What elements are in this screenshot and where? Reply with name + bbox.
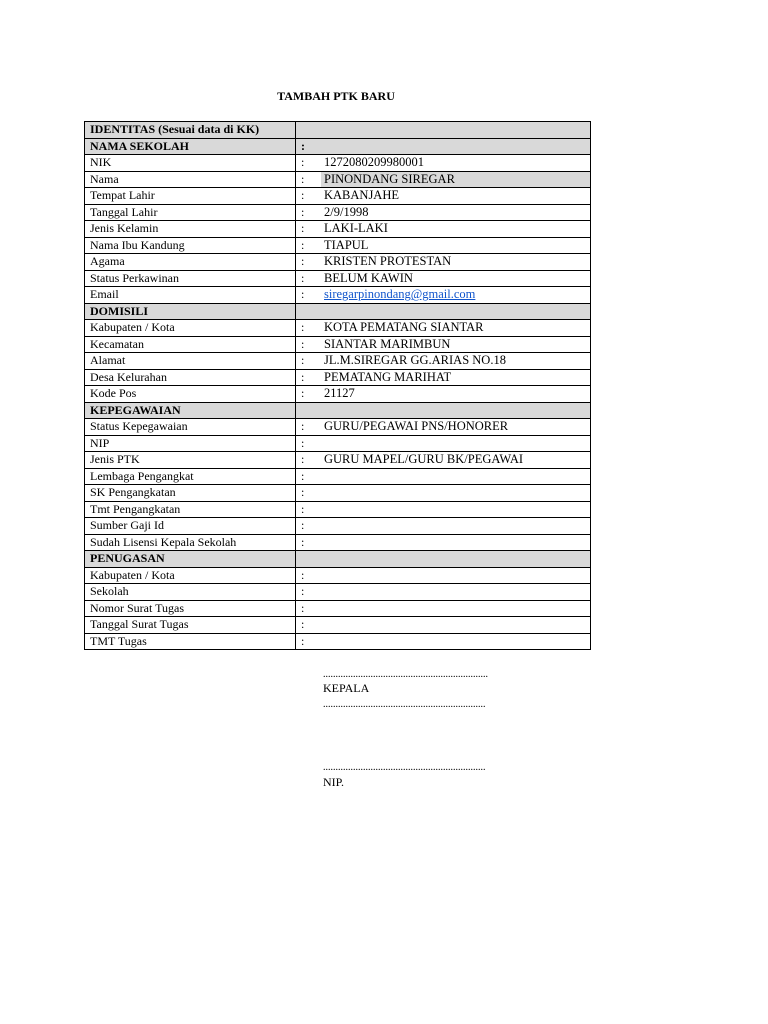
colon-separator: :: [301, 171, 305, 186]
field-value-cell: [296, 386, 591, 403]
colon-separator: :: [301, 600, 305, 615]
field-value: JL.M.SIREGAR GG.ARIAS NO.18: [324, 353, 506, 368]
table-row: [85, 221, 591, 238]
field-value-cell: [296, 419, 591, 436]
table-row: [85, 501, 591, 518]
field-value: BELUM KAWIN: [324, 270, 413, 285]
table-row: [85, 369, 591, 386]
field-value-cell: [296, 188, 591, 205]
field-value: 1272080209980001: [324, 155, 424, 170]
section-header-row: [85, 402, 591, 419]
field-value-cell: [296, 435, 591, 452]
field-value-cell: [296, 468, 591, 485]
field-value: KRISTEN PROTESTAN: [324, 254, 452, 269]
table-row: [85, 204, 591, 221]
field-label: TMT Tugas: [85, 633, 296, 650]
field-label: NIP: [85, 435, 296, 452]
colon-separator: :: [301, 188, 305, 203]
signature-date-line: ..................................................................: [323, 669, 488, 680]
field-value-cell: [296, 138, 591, 155]
table-row: [85, 617, 591, 634]
colon-separator: :: [301, 386, 305, 401]
table-row: [85, 287, 591, 304]
table-row: [85, 320, 591, 337]
field-label: PENUGASAN: [85, 551, 296, 568]
field-value-cell: [296, 171, 591, 188]
field-label: Tempat Lahir: [85, 188, 296, 205]
field-value-cell: [296, 452, 591, 469]
field-label: Kode Pos: [85, 386, 296, 403]
field-label: Tmt Pengangkatan: [85, 501, 296, 518]
colon-separator: :: [301, 204, 305, 219]
section-header-row: [85, 138, 591, 155]
colon-separator: :: [301, 138, 305, 153]
section-header-row: [85, 122, 591, 139]
colon-separator: :: [301, 336, 305, 351]
email-link[interactable]: siregarpinondang@gmail.com: [324, 287, 476, 302]
signature-school-line: .................................................................: [323, 699, 486, 710]
field-value-cell: [296, 600, 591, 617]
table-row: [85, 237, 591, 254]
field-value-cell: [296, 204, 591, 221]
field-label: DOMISILI: [85, 303, 296, 320]
field-value: KABANJAHE: [324, 188, 399, 203]
colon-separator: :: [301, 452, 305, 467]
field-label: Desa Kelurahan: [85, 369, 296, 386]
colon-separator: :: [301, 518, 305, 533]
colon-separator: :: [301, 369, 305, 384]
field-value-cell: [296, 501, 591, 518]
field-value-cell: [296, 551, 591, 568]
field-label: Kabupaten / Kota: [85, 567, 296, 584]
colon-separator: :: [301, 353, 305, 368]
table-row: [85, 518, 591, 535]
field-value-cell: [296, 518, 591, 535]
colon-separator: :: [301, 435, 305, 450]
field-value: 2/9/1998: [324, 204, 369, 219]
field-value: GURU/PEGAWAI PNS/HONORER: [324, 419, 509, 434]
colon-separator: :: [301, 221, 305, 236]
field-label: SK Pengangkatan: [85, 485, 296, 502]
table-row: [85, 452, 591, 469]
colon-separator: :: [301, 633, 305, 648]
field-label: Sekolah: [85, 584, 296, 601]
ptk-form-table: [84, 121, 591, 650]
field-value: LAKI-LAKI: [324, 221, 388, 236]
table-row: [85, 155, 591, 172]
table-row: [85, 584, 591, 601]
signature-title: KEPALA: [323, 681, 370, 695]
field-value: 21127: [324, 386, 355, 401]
colon-separator: :: [301, 320, 305, 335]
field-label: Sudah Lisensi Kepala Sekolah: [85, 534, 296, 551]
field-label: IDENTITAS (Sesuai data di KK): [85, 122, 296, 139]
table-row: [85, 270, 591, 287]
field-value-cell: [296, 122, 591, 139]
field-label: Jenis Kelamin: [85, 221, 296, 238]
table-row: [85, 254, 591, 271]
field-value-cell: [296, 237, 591, 254]
colon-separator: :: [301, 468, 305, 483]
field-value-cell: [296, 287, 591, 304]
field-value-cell: [296, 353, 591, 370]
colon-separator: :: [301, 584, 305, 599]
field-value-cell: [296, 155, 591, 172]
page-title: TAMBAH PTK BARU: [277, 89, 395, 103]
field-label: Email: [85, 287, 296, 304]
table-row: [85, 171, 591, 188]
table-row: [85, 336, 591, 353]
table-row: [85, 419, 591, 436]
section-header-row: [85, 303, 591, 320]
field-value: PEMATANG MARIHAT: [324, 369, 452, 384]
table-row: [85, 188, 591, 205]
field-label: Tanggal Lahir: [85, 204, 296, 221]
field-value-cell: [296, 221, 591, 238]
field-value-cell: [296, 584, 591, 601]
field-label: Nama Ibu Kandung: [85, 237, 296, 254]
field-value: SIANTAR MARIMBUN: [324, 336, 451, 351]
colon-separator: :: [301, 419, 305, 434]
table-row: [85, 353, 591, 370]
field-value-cell: [296, 617, 591, 634]
table-row: [85, 600, 591, 617]
signature-nip-label: NIP.: [323, 775, 345, 789]
field-label: NAMA SEKOLAH: [85, 138, 296, 155]
colon-separator: :: [301, 534, 305, 549]
field-label: Sumber Gaji Id: [85, 518, 296, 535]
field-label: Status Kepegawaian: [85, 419, 296, 436]
field-value-cell: [296, 402, 591, 419]
colon-separator: :: [301, 501, 305, 516]
field-label: Kabupaten / Kota: [85, 320, 296, 337]
table-row: [85, 468, 591, 485]
colon-separator: :: [301, 485, 305, 500]
field-value-cell: [296, 369, 591, 386]
field-label: Status Perkawinan: [85, 270, 296, 287]
field-value: GURU MAPEL/GURU BK/PEGAWAI: [324, 452, 524, 467]
table-row: [85, 485, 591, 502]
field-label: KEPEGAWAIAN: [85, 402, 296, 419]
field-label: Jenis PTK: [85, 452, 296, 469]
table-row: [85, 567, 591, 584]
field-value-cell: [296, 485, 591, 502]
field-value-cell: [296, 303, 591, 320]
field-value-cell: [296, 567, 591, 584]
table-row: [85, 534, 591, 551]
field-label: NIK: [85, 155, 296, 172]
field-value-cell: [296, 534, 591, 551]
field-label: Nama: [85, 171, 296, 188]
field-value-cell: [296, 254, 591, 271]
field-label: Kecamatan: [85, 336, 296, 353]
field-value: TIAPUL: [324, 237, 369, 252]
colon-separator: :: [301, 237, 305, 252]
field-label: Tanggal Surat Tugas: [85, 617, 296, 634]
table-row: [85, 435, 591, 452]
colon-separator: :: [301, 155, 305, 170]
field-value-cell: [296, 270, 591, 287]
table-row: [85, 633, 591, 650]
colon-separator: :: [301, 254, 305, 269]
field-value-cell: [296, 336, 591, 353]
signature-name-line: .................................................................: [323, 762, 486, 773]
section-header-row: [85, 551, 591, 568]
field-value-cell: [296, 633, 591, 650]
field-label: Nomor Surat Tugas: [85, 600, 296, 617]
field-label: Agama: [85, 254, 296, 271]
field-label: Alamat: [85, 353, 296, 370]
field-label: Lembaga Pengangkat: [85, 468, 296, 485]
colon-separator: :: [301, 567, 305, 582]
colon-separator: :: [301, 270, 305, 285]
field-value-cell: [296, 320, 591, 337]
colon-separator: :: [301, 287, 305, 302]
field-value: KOTA PEMATANG SIANTAR: [324, 320, 484, 335]
table-row: [85, 386, 591, 403]
colon-separator: :: [301, 617, 305, 632]
field-value: PINONDANG SIREGAR: [321, 172, 590, 187]
